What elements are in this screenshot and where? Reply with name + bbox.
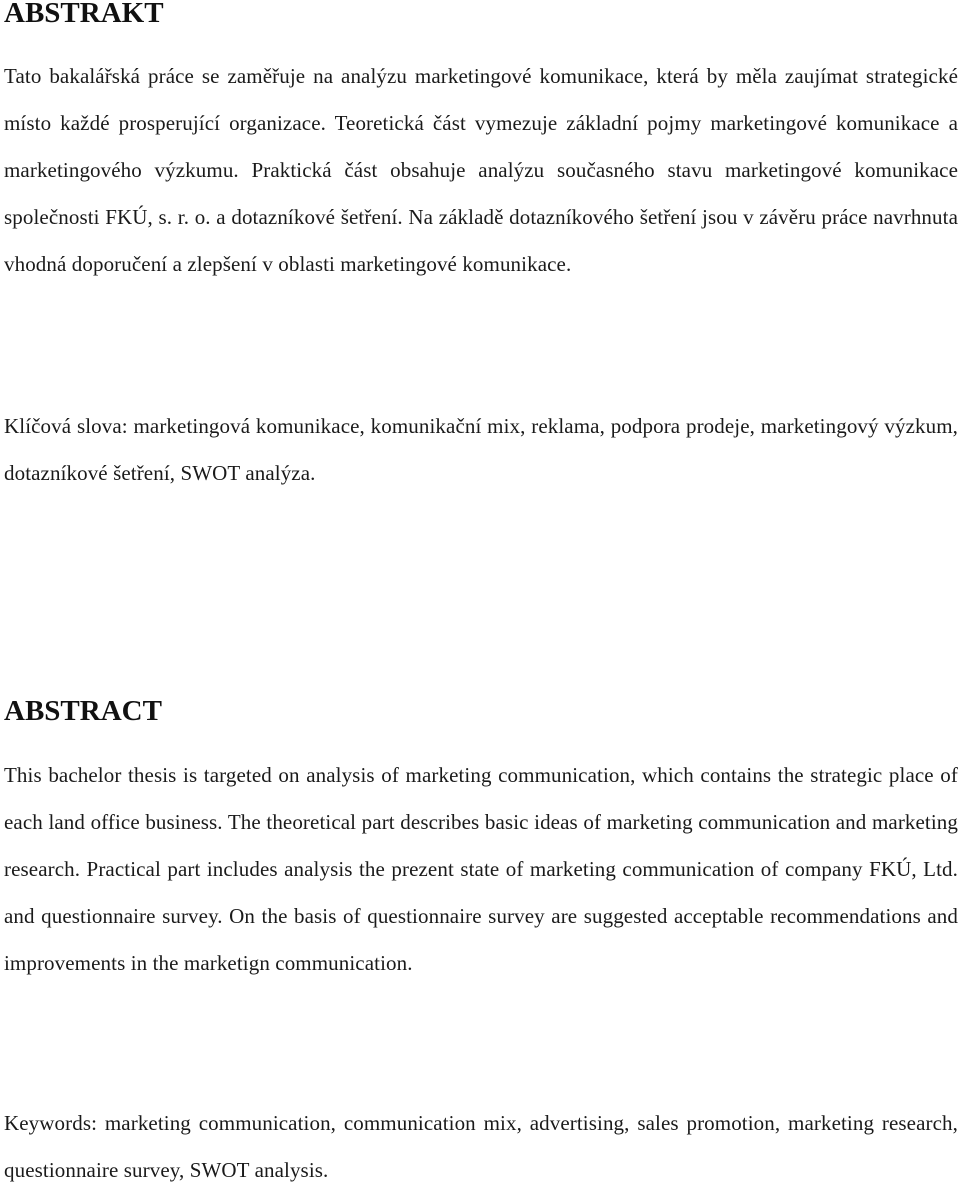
czech-keywords: Klíčová slova: marketingová komunikace, komunikační mix, reklama, podpora prodeje, marketingový výzkum, dotazníkové šetření, SWOT analýza. — [4, 414, 958, 485]
english-abstract-text: This bachelor thesis is targeted on analysis of marketing communication, which contains the strategic place of each land office business. The theoretical part describes basic ideas of marketing communication and marketing research. Practical part includes analysis the prezent state of marketing communication of company FKÚ, Ltd. and questionnaire survey. On the basis of questionnaire survey are suggested acceptable recommendations and improvements in the marketign communication. — [4, 763, 958, 975]
english-keywords: Keywords: marketing communication, communication mix, advertising, sales promotion, marketing research, questionnaire survey, SWOT analysis. — [4, 1111, 958, 1182]
czech-abstract-heading: ABSTRAKT — [4, 0, 164, 29]
document-page — [4, 0, 958, 1182]
english-abstract-heading: ABSTRACT — [4, 695, 162, 727]
czech-abstract-text: Tato bakalářská práce se zaměřuje na analýzu marketingové komunikace, která by měla zaujímat strategické místo každé prosperující organizace. Teoretická část vymezuje základní pojmy marketingové komunikace a marketingového výzkumu. Praktická část obsahuje analýzu současného stavu marketingové komunikace společnosti FKÚ, s. r. o. a dotazníkové šetření. Na základě dotazníkového šetření jsou v závěru práce navrhnuta vhodná doporučení a zlepšení v oblasti marketingové komunikace. — [4, 64, 958, 276]
